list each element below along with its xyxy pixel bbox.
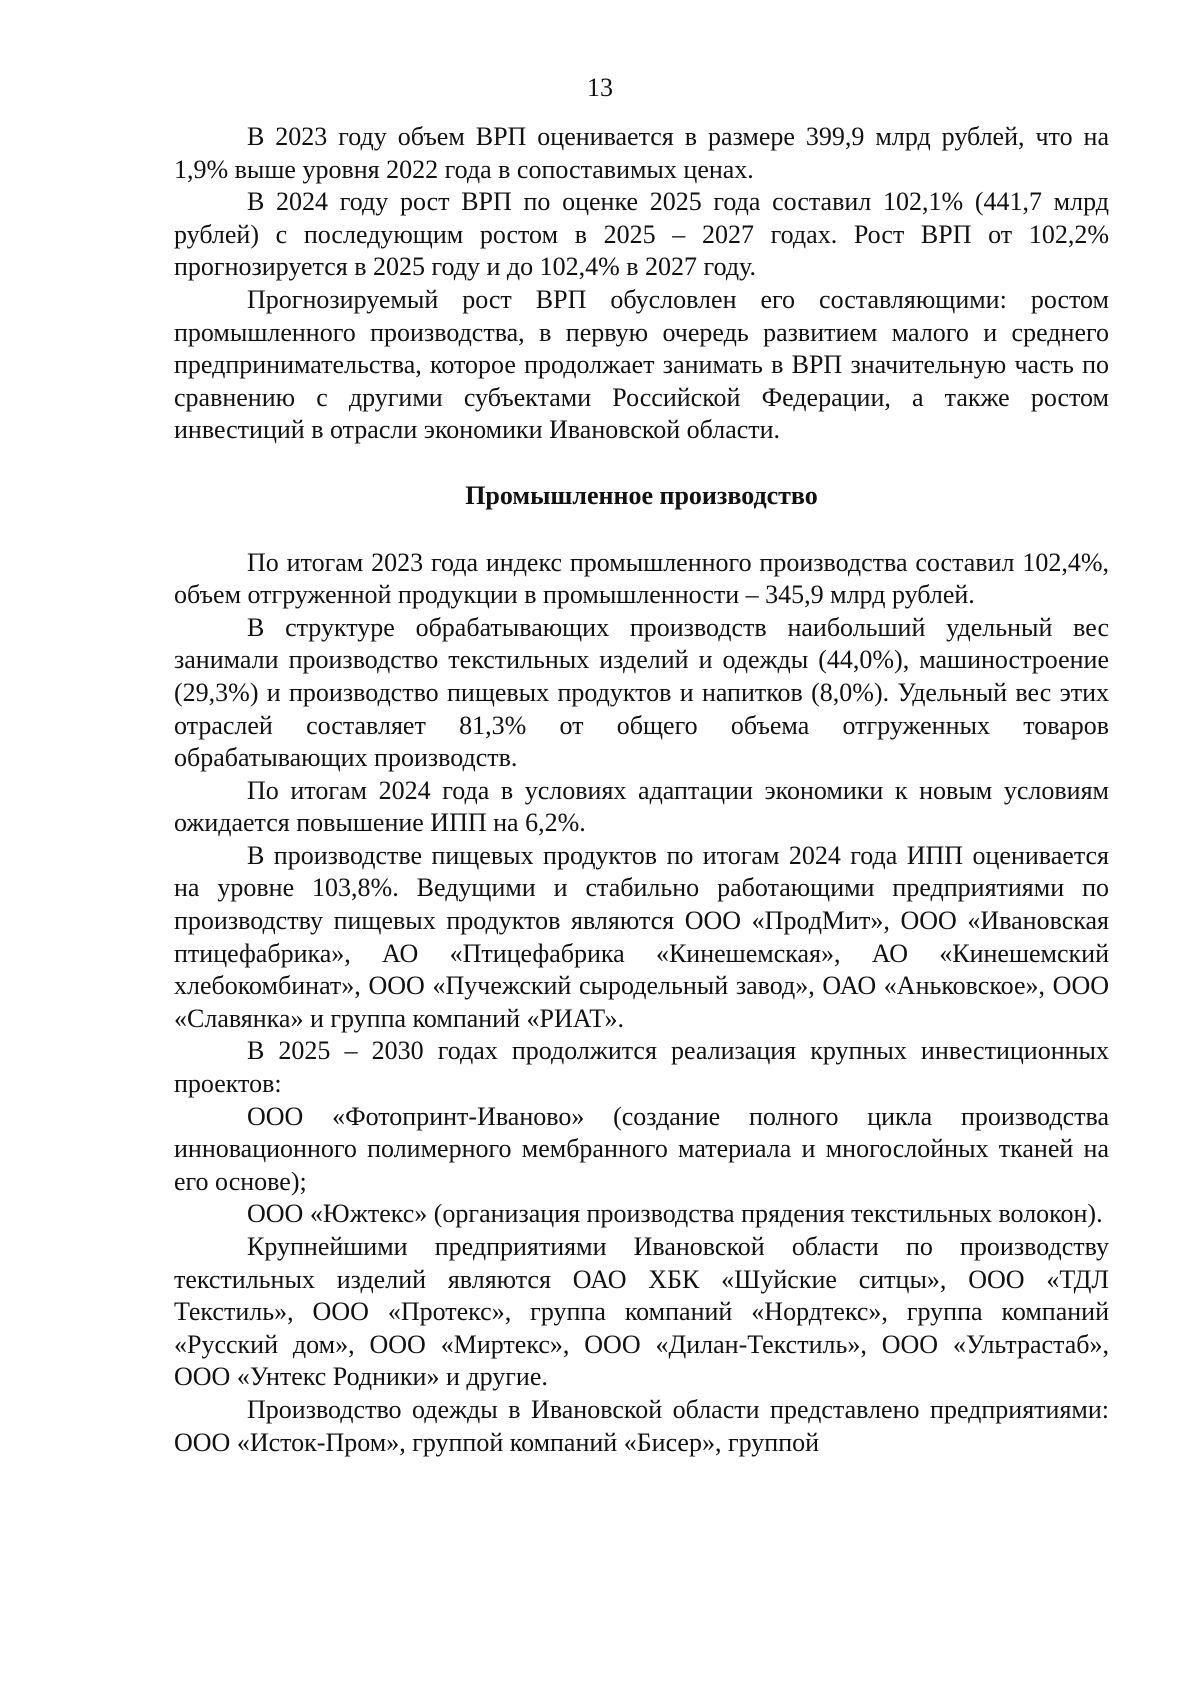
paragraph-project-yuzhteks: ООО «Южтекс» (организация производства прядения текстильных волокон). [247, 1199, 1103, 1229]
paragraph-ipp-2023: По итогам 2023 года индекс промышленного производства составил 102,4%, объем отгруженной продукции в промышленности – 345,9 млрд рублей. [174, 547, 1109, 610]
paragraph-clothing-production: Производство одежды в Ивановской области представлено предприятиями: ООО «Исток-Пром», группой компаний «Бисер», группой [174, 1394, 1109, 1457]
section-heading-industry: Промышленное производство [465, 480, 818, 510]
paragraph-grp-2023: В 2023 году объем ВРП оценивается в размере 399,9 млрд рублей, что на 1,9% выше уровня 2022 года в сопоставимых ценах. [174, 122, 1109, 184]
paragraph-food-production: В производстве пищевых продуктов по итогам 2024 года ИПП оценивается на уровне 103,8%. Ведущими и стабильно работающими предприятиями по производству пищевых продуктов являются ООО «ПродМит», ООО «Ивановская птицефабрика», АО «Птицефабрика «Кинешемская», АО «Кинешемский хлебокомбинат», ООО «Пучежский сыродельный завод», ОАО «Аньковское», ООО «Славянка» и группа компаний «РИАТ». [174, 840, 1109, 1033]
paragraph-project-fotoprint: ООО «Фотопринт-Иваново» (создание полного цикла производства инновационного полимерного мембранного материала и многослойных тканей на его основе); [174, 1101, 1109, 1196]
paragraph-grp-factors: Прогнозируемый рост ВРП обусловлен его составляющими: ростом промышленного производства, в первую очередь развитием малого и среднего предпринимательства, которое продолжает занимать в ВРП значительную часть по сравнению с другими субъектами Российской Федерации, а также ростом инвестиций в отрасли экономики Ивановской области. [174, 284, 1109, 445]
paragraph-ipp-2024: По итогам 2024 года в условиях адаптации экономики к новым условиям ожидается повышение ИПП на 6,2%. [174, 775, 1109, 838]
paragraph-manufacturing-structure: В структуре обрабатывающих производств наибольший удельный вес занимали производство текстильных изделий и одежды (44,0%), машиностроение (29,3%) и производство пищевых продуктов и напитков (8,0%). Удельный вес этих отраслей составляет 81,3% от общего объема отгруженных товаров обрабатывающих производств. [174, 612, 1109, 773]
paragraph-textile-enterprises: Крупнейшими предприятиями Ивановской области по производству текстильных изделий являются ОАО ХБК «Шуйские ситцы», ООО «ТДЛ Текстиль», ООО «Протекс», группа компаний «Нордтекс», группа компаний «Русский дом», ООО «Миртекс», ООО «Дилан-Текстиль», ООО «Ультрастаб», ООО «Унтекс Родники» и другие. [174, 1232, 1109, 1392]
paragraph-grp-2024: В 2024 году рост ВРП по оценке 2025 года составил 102,1% (441,7 млрд рублей) с последующим ростом в 2025 – 2027 годах. Рост ВРП от 102,2% прогнозируется в 2025 году и до 102,4% в 2027 году. [174, 187, 1109, 282]
document-body [174, 121, 1109, 1459]
page-number: 13 [587, 73, 613, 102]
paragraph-investment-projects: В 2025 – 2030 годах продолжится реализация крупных инвестиционных проектов: [174, 1036, 1109, 1099]
